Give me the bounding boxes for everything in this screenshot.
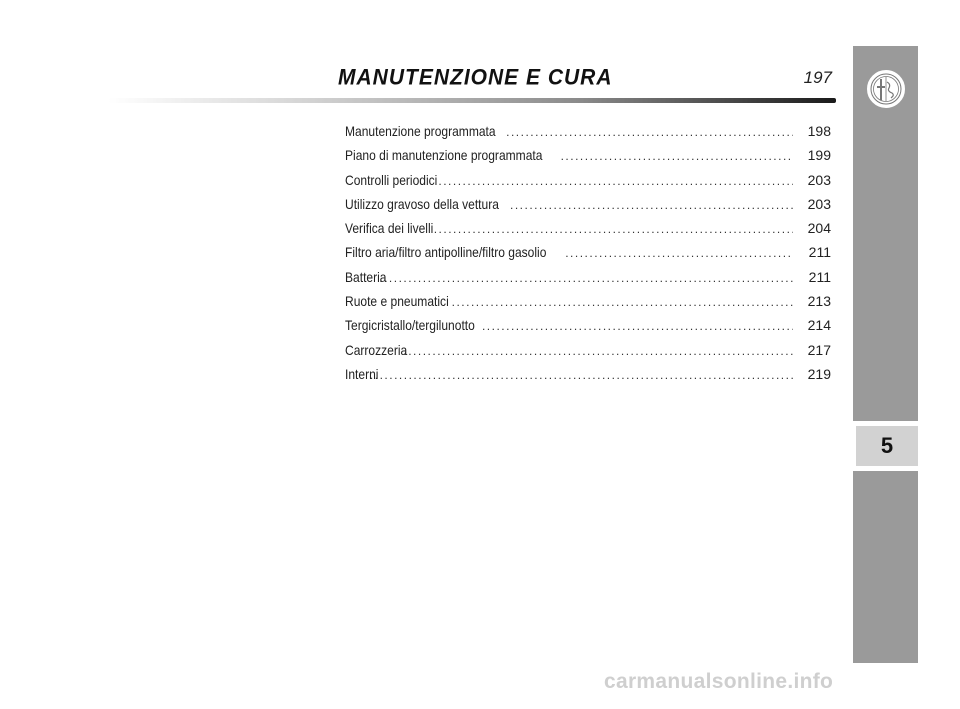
toc-entry-page: 198 (807, 123, 831, 139)
toc-entry-label: Verifica dei livelli (345, 220, 434, 237)
toc-entry-page: 213 (807, 293, 831, 310)
toc-entry-page: 204 (807, 220, 831, 237)
toc-entry-label: Interni (345, 365, 379, 382)
toc-entry-page: 199 (807, 147, 831, 164)
sidebar-bottom-band (853, 471, 918, 663)
page-title: MANUTENZIONE E CURA (338, 65, 613, 90)
toc-entry-page: 219 (807, 365, 831, 382)
toc-entry-page: 211 (808, 268, 831, 285)
toc-leader-dots (438, 174, 793, 188)
toc-entry-label: Manutenzione programmata (345, 123, 496, 139)
toc-entry[interactable] (345, 342, 831, 366)
toc-leader-dots (434, 222, 793, 236)
chapter-tab[interactable] (856, 426, 918, 466)
toc-entry[interactable] (345, 366, 831, 390)
toc-entry[interactable] (345, 269, 831, 293)
toc-leader-dots (452, 295, 793, 309)
toc-entry-label: Carrozzeria (345, 341, 408, 358)
toc-leader-dots (379, 271, 793, 285)
toc-entry-page: 214 (807, 317, 831, 334)
toc-entry-page: 203 (807, 195, 831, 212)
toc-entry[interactable] (345, 172, 831, 196)
toc-entry[interactable] (345, 244, 831, 268)
toc-entry-label: Tergicristallo/tergilunotto (345, 317, 475, 334)
toc-entry[interactable] (345, 123, 831, 147)
toc-entry-label: Utilizzo gravoso della vettura (345, 195, 499, 212)
toc-entry-page: 203 (807, 171, 831, 188)
toc-entry-label: Piano di manutenzione programmata (345, 147, 543, 164)
watermark: carmanualsonline.info (604, 670, 834, 693)
alfa-romeo-badge-icon (866, 69, 906, 109)
toc-leader-dots (370, 368, 793, 382)
toc-entry-label: Ruote e pneumatici (345, 293, 449, 310)
toc-leader-dots (403, 344, 793, 358)
toc-entry[interactable] (345, 317, 831, 341)
toc-entry-page: 217 (807, 341, 831, 358)
toc-entry[interactable] (345, 220, 831, 244)
header-divider (108, 98, 836, 103)
toc-leader-dots (482, 319, 793, 333)
toc-entry-label: Controlli periodici (345, 171, 438, 188)
toc-leader-dots (506, 125, 793, 139)
toc-entry[interactable] (345, 196, 831, 220)
chapter-number: 5 (880, 433, 894, 458)
page-number: 197 (803, 68, 832, 87)
toc-entry-label: Filtro aria/filtro antipolline/filtro gasolio (345, 244, 547, 261)
toc-leader-dots (561, 149, 793, 163)
toc-entry[interactable] (345, 293, 831, 317)
toc-leader-dots (565, 246, 793, 260)
table-of-contents (345, 123, 831, 390)
toc-entry[interactable] (345, 147, 831, 171)
toc-entry-page: 211 (808, 244, 831, 261)
toc-entry-label: Batteria (345, 268, 387, 285)
toc-leader-dots (510, 198, 793, 212)
